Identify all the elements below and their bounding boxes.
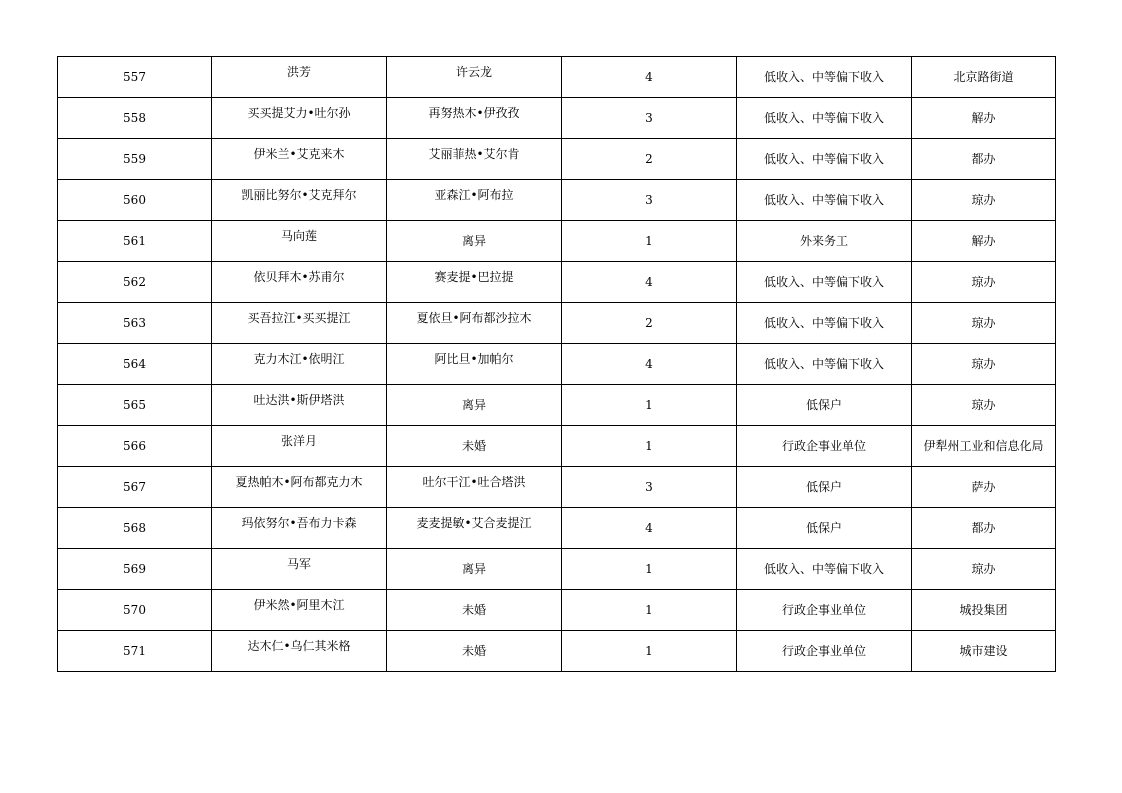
cell-record-number: 563 — [58, 303, 212, 344]
cell-household-size: 3 — [562, 467, 737, 508]
cell-income-category: 低收入、中等偏下收入 — [737, 344, 912, 385]
cell-applicant-name: 买买提艾力•吐尔孙 — [212, 98, 387, 139]
cell-income-category: 低收入、中等偏下收入 — [737, 57, 912, 98]
cell-income-category: 低收入、中等偏下收入 — [737, 98, 912, 139]
table-row — [58, 385, 1056, 426]
cell-co-applicant: 夏依旦•阿布都沙拉木 — [387, 303, 562, 344]
cell-unit: 琼办 — [912, 180, 1056, 221]
table-row — [58, 221, 1056, 262]
table-row — [58, 303, 1056, 344]
cell-unit: 解办 — [912, 221, 1056, 262]
cell-record-number: 565 — [58, 385, 212, 426]
cell-co-applicant: 离异 — [387, 385, 562, 426]
cell-co-applicant: 离异 — [387, 221, 562, 262]
table-row — [58, 508, 1056, 549]
cell-household-size: 1 — [562, 385, 737, 426]
cell-applicant-name: 张洋月 — [212, 426, 387, 467]
cell-co-applicant: 离异 — [387, 549, 562, 590]
cell-household-size: 3 — [562, 180, 737, 221]
cell-co-applicant: 赛麦提•巴拉提 — [387, 262, 562, 303]
cell-household-size: 1 — [562, 631, 737, 672]
cell-record-number: 562 — [58, 262, 212, 303]
cell-record-number: 559 — [58, 139, 212, 180]
table-row — [58, 57, 1056, 98]
cell-record-number: 571 — [58, 631, 212, 672]
cell-co-applicant: 未婚 — [387, 590, 562, 631]
cell-income-category: 行政企事业单位 — [737, 631, 912, 672]
cell-household-size: 1 — [562, 426, 737, 467]
cell-income-category: 低保户 — [737, 385, 912, 426]
table-row — [58, 98, 1056, 139]
cell-applicant-name: 夏热帕木•阿布都克力木 — [212, 467, 387, 508]
cell-applicant-name: 达木仁•乌仁其米格 — [212, 631, 387, 672]
cell-applicant-name: 克力木江•依明江 — [212, 344, 387, 385]
cell-co-applicant: 麦麦提敏•艾合麦提江 — [387, 508, 562, 549]
records-sheet — [57, 56, 1056, 672]
cell-record-number: 557 — [58, 57, 212, 98]
cell-unit: 城市建设 — [912, 631, 1056, 672]
cell-applicant-name: 吐达洪•斯伊塔洪 — [212, 385, 387, 426]
cell-unit: 琼办 — [912, 303, 1056, 344]
table-row — [58, 139, 1056, 180]
cell-applicant-name: 买吾拉江•买买提江 — [212, 303, 387, 344]
table-row — [58, 467, 1056, 508]
cell-record-number: 566 — [58, 426, 212, 467]
cell-household-size: 4 — [562, 508, 737, 549]
cell-income-category: 外来务工 — [737, 221, 912, 262]
cell-unit: 琼办 — [912, 262, 1056, 303]
cell-household-size: 2 — [562, 139, 737, 180]
cell-household-size: 4 — [562, 57, 737, 98]
cell-household-size: 1 — [562, 549, 737, 590]
cell-unit: 城投集团 — [912, 590, 1056, 631]
cell-co-applicant: 再努热木•伊孜孜 — [387, 98, 562, 139]
table-row — [58, 262, 1056, 303]
cell-income-category: 低收入、中等偏下收入 — [737, 303, 912, 344]
cell-unit: 萨办 — [912, 467, 1056, 508]
cell-unit: 都办 — [912, 508, 1056, 549]
cell-household-size: 2 — [562, 303, 737, 344]
table-row — [58, 631, 1056, 672]
records-table — [57, 56, 1056, 672]
cell-unit: 北京路街道 — [912, 57, 1056, 98]
cell-applicant-name: 马军 — [212, 549, 387, 590]
cell-record-number: 568 — [58, 508, 212, 549]
cell-income-category: 行政企事业单位 — [737, 426, 912, 467]
cell-record-number: 558 — [58, 98, 212, 139]
cell-applicant-name: 洪芳 — [212, 57, 387, 98]
cell-household-size: 3 — [562, 98, 737, 139]
cell-record-number: 561 — [58, 221, 212, 262]
records-table-body — [58, 57, 1056, 672]
cell-applicant-name: 马向莲 — [212, 221, 387, 262]
cell-record-number: 567 — [58, 467, 212, 508]
cell-unit: 解办 — [912, 98, 1056, 139]
cell-co-applicant: 吐尔干江•吐合塔洪 — [387, 467, 562, 508]
cell-unit: 都办 — [912, 139, 1056, 180]
cell-income-category: 低收入、中等偏下收入 — [737, 549, 912, 590]
cell-record-number: 570 — [58, 590, 212, 631]
cell-income-category: 低保户 — [737, 467, 912, 508]
cell-co-applicant: 未婚 — [387, 631, 562, 672]
cell-household-size: 4 — [562, 262, 737, 303]
table-row — [58, 180, 1056, 221]
cell-applicant-name: 依贝拜木•苏甫尔 — [212, 262, 387, 303]
cell-co-applicant: 艾丽菲热•艾尔肯 — [387, 139, 562, 180]
cell-income-category: 低收入、中等偏下收入 — [737, 139, 912, 180]
cell-income-category: 低保户 — [737, 508, 912, 549]
cell-record-number: 560 — [58, 180, 212, 221]
table-row — [58, 426, 1056, 467]
table-row — [58, 344, 1056, 385]
cell-co-applicant: 亚森江•阿布拉 — [387, 180, 562, 221]
cell-applicant-name: 凯丽比努尔•艾克拜尔 — [212, 180, 387, 221]
cell-household-size: 4 — [562, 344, 737, 385]
cell-unit: 伊犁州工业和信息化局 — [912, 426, 1056, 467]
cell-unit: 琼办 — [912, 344, 1056, 385]
cell-income-category: 低收入、中等偏下收入 — [737, 180, 912, 221]
cell-income-category: 行政企事业单位 — [737, 590, 912, 631]
cell-unit: 琼办 — [912, 385, 1056, 426]
cell-record-number: 564 — [58, 344, 212, 385]
cell-unit: 琼办 — [912, 549, 1056, 590]
cell-household-size: 1 — [562, 590, 737, 631]
cell-record-number: 569 — [58, 549, 212, 590]
cell-applicant-name: 伊米然•阿里木江 — [212, 590, 387, 631]
cell-co-applicant: 阿比旦•加帕尔 — [387, 344, 562, 385]
cell-co-applicant: 未婚 — [387, 426, 562, 467]
cell-applicant-name: 玛依努尔•吾布力卡森 — [212, 508, 387, 549]
table-row — [58, 590, 1056, 631]
cell-co-applicant: 许云龙 — [387, 57, 562, 98]
cell-household-size: 1 — [562, 221, 737, 262]
cell-income-category: 低收入、中等偏下收入 — [737, 262, 912, 303]
table-row — [58, 549, 1056, 590]
cell-applicant-name: 伊米兰•艾克来木 — [212, 139, 387, 180]
